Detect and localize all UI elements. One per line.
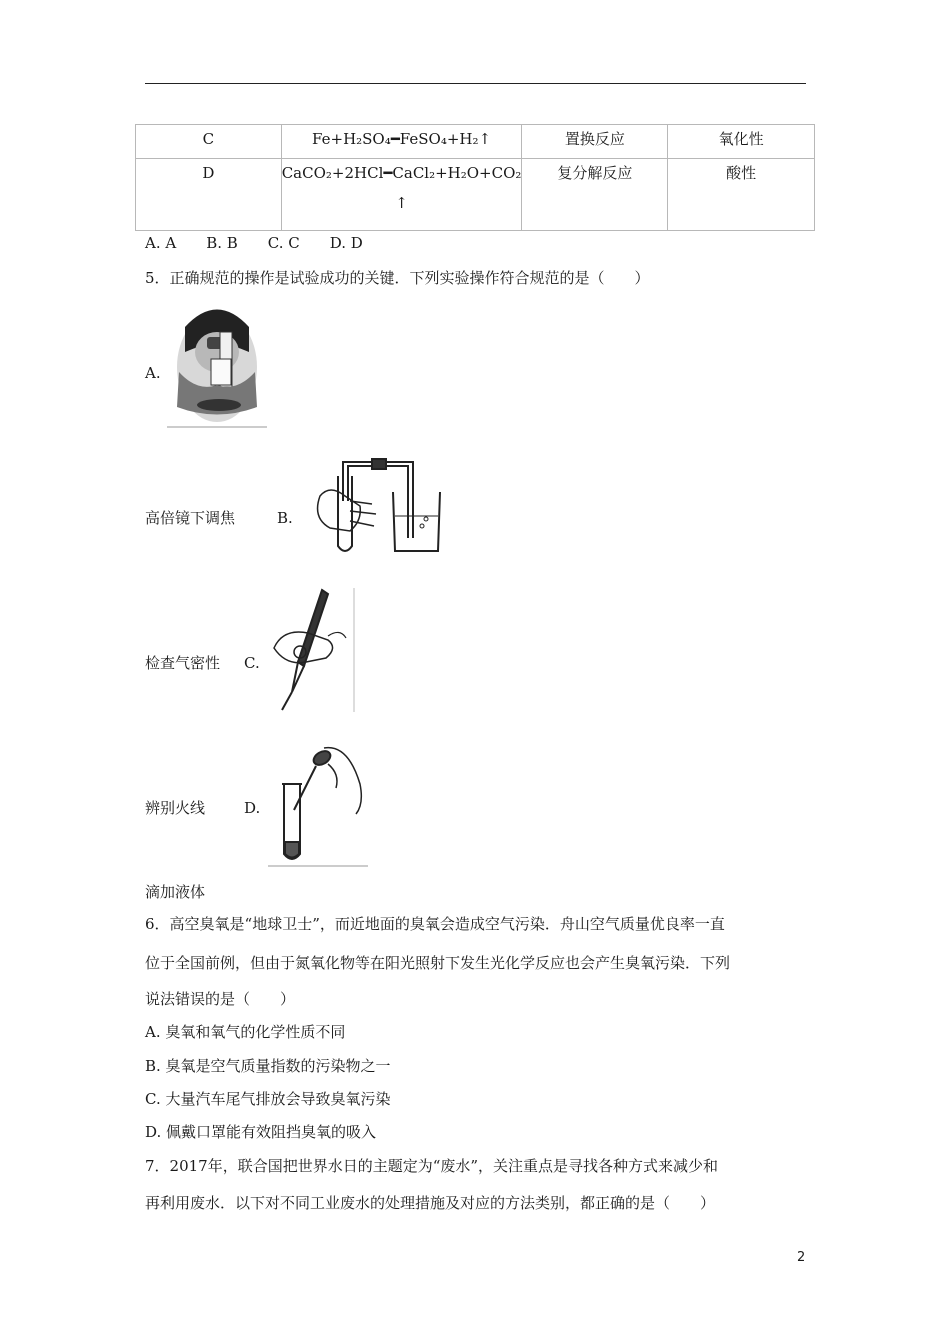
q6-stem-line-1: 6．高空臭氧是“地球卫士”，而近地面的臭氧会造成空气污染．舟山空气质量优良率一直 (145, 915, 725, 933)
q6-stem-line-2: 位于全国前例，但由于氮氧化物等在阳光照射下发生光化学反应也会产生臭氧污染．下列 (145, 954, 731, 972)
q5-option-b-caption: 检查气密性 (145, 654, 221, 672)
property-cell: 酸性 (668, 159, 815, 231)
table-row (136, 159, 815, 231)
page-number: 2 (797, 1250, 806, 1265)
q5-option-a-caption: 高倍镜下调焦 (145, 509, 236, 527)
q6-option-b: B. 臭氧是空气质量指数的污染物之一 (145, 1057, 391, 1075)
header-rule (145, 83, 806, 84)
q5-option-b-label: B. (277, 509, 293, 527)
equation-line: CaCO₂+2HCl━CaCl₂+H₂O+CO₂ (281, 164, 522, 182)
gas-arrow: ↑ (395, 194, 408, 212)
q5-stem: 5．正确规范的操作是试验成功的关键．下列实验操作符合规范的是（ ） (145, 269, 650, 287)
q5-option-c-label: C. (244, 654, 260, 672)
q5-option-d-label: D. (244, 799, 261, 817)
q4-options: A. A B. B C. C D. D (145, 234, 363, 252)
option-cell: D (136, 159, 282, 231)
table-row (136, 125, 815, 159)
q5-option-c-caption: 辨别火线 (145, 799, 206, 817)
q6-option-a: A. 臭氧和氧气的化学性质不同 (145, 1023, 346, 1041)
reaction-type-cell: 置换反应 (522, 125, 668, 159)
q5-option-d-caption: 滴加液体 (145, 883, 206, 901)
q6-stem-line-3: 说法错误的是（ ） (145, 990, 296, 1008)
property-cell: 氧化性 (668, 125, 815, 159)
q6-option-c: C. 大量汽车尾气排放会导致臭氧污染 (145, 1090, 391, 1108)
q6-option-d: D. 佩戴口罩能有效阻挡臭氧的吸入 (145, 1123, 377, 1141)
reaction-type-cell: 复分解反应 (522, 159, 668, 231)
q7-stem-line-1: 7．2017年，联合国把世界水日的主题定为“废水”，关注重点是寻找各种方式来减少和 (145, 1157, 719, 1175)
q7-stem-line-2: 再利用废水．以下对不同工业废水的处理措施及对应的方法类别，都正确的是（ ） (145, 1194, 716, 1212)
q5-option-a-label: A. (145, 364, 161, 382)
answer-table (135, 124, 815, 231)
airtightness-apparatus (300, 456, 442, 558)
option-cell: C (136, 125, 282, 159)
dropper-figure (268, 744, 368, 868)
test-pencil-figure (268, 588, 358, 712)
equation-cell: Fe+H₂SO₄━FeSO₄+H₂↑ (281, 125, 522, 159)
microscope-photo (167, 297, 267, 429)
equation-cell (281, 159, 522, 231)
